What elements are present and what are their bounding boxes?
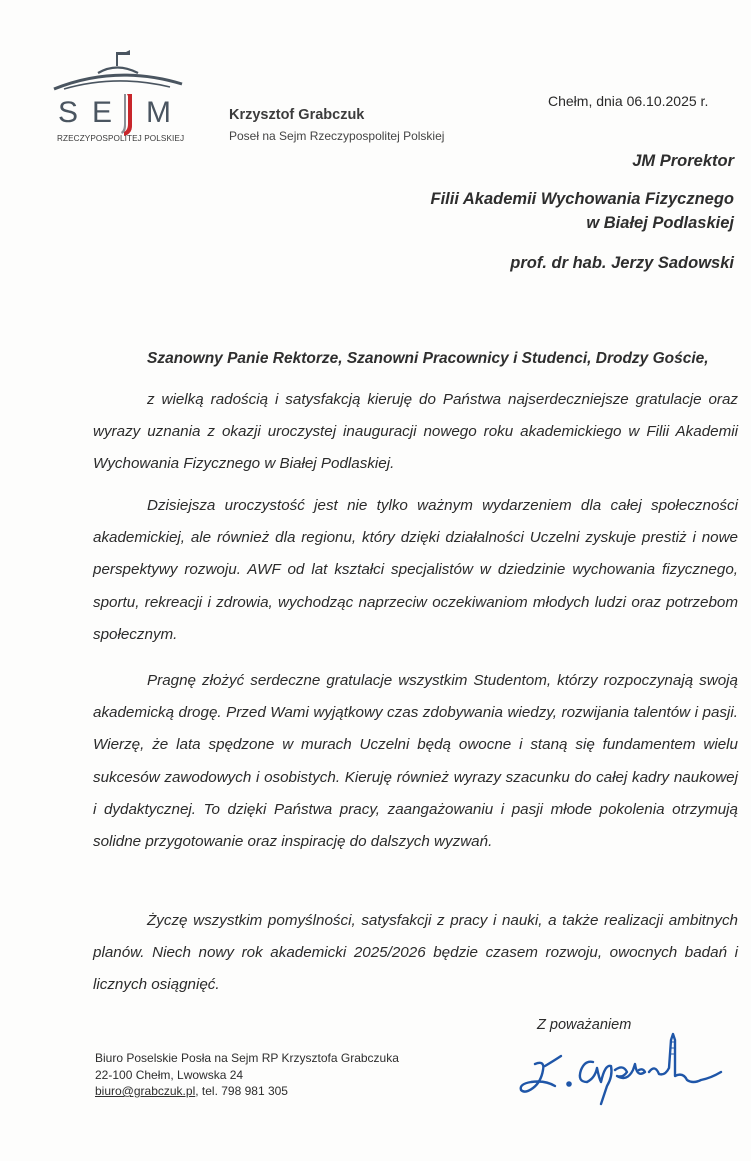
sejm-logo xyxy=(50,44,190,148)
addressee-location: w Białej Podlaskiej xyxy=(586,214,734,232)
addressee-line-1 xyxy=(0,152,751,171)
footer-address: 22-100 Chełm, Lwowska 24 xyxy=(95,1067,244,1082)
logo-letter-s: S xyxy=(58,96,79,129)
addressee-institution: Filii Akademii Wychowania Fizycznego xyxy=(430,190,734,208)
body-paragraph-1: z wielką radością i satysfakcją kieruję do Państwa najserdeczniejsze gratulacje oraz wyrazy uznania z okazji uroczystej inauguracji nowego roku akademickiego w Filii Akademii Wychowania Fizycznego w Białej Podlaskiej. xyxy=(93,391,738,473)
signature-dot xyxy=(567,1082,570,1085)
logo-letter-m: M xyxy=(146,96,171,129)
handwritten-signature xyxy=(515,1020,735,1110)
logo-subtitle: RZECZYPOSPOLITEJ POLSKIEJ xyxy=(57,134,185,143)
footer-contact xyxy=(95,1050,399,1100)
logo-dome-top xyxy=(98,68,138,74)
addressee-line-4 xyxy=(0,254,751,273)
body-paragraph-3: Pragnę złożyć serdeczne gratulacje wszystkim Studentom, którzy rozpoczynają swoją akademicką drogę. Przed Wami wyjątkowy czas zdobywania wiedzy, rozwijania talentów i pasji. Wierzę, że lata spędzone w murach Uczelni będą owocne i staną się fundamentem wielu sukcesów zawodowych i osobistych. Kieruję również wyrazy szacunku do całej kadry naukowej i dydaktycznej. To dzięki Państwa pracy, zaangażowaniu i pasji młode pokolenia otrzymują solidne przygotowanie oraz inspirację do dalszych wyzwań. xyxy=(93,672,738,851)
logo-letter-j-shadow xyxy=(121,94,126,134)
logo-flag xyxy=(117,50,130,55)
logo-letter-e: E xyxy=(92,96,113,129)
footer-office: Biuro Poselskie Posła na Sejm RP Krzysztofa Grabczuka xyxy=(95,1051,399,1065)
footer-phone: , tel. 798 981 305 xyxy=(195,1084,288,1098)
addressee-line-3 xyxy=(0,214,751,233)
footer-email-link[interactable]: biuro@grabczuk.pl xyxy=(95,1084,196,1098)
addressee-title: JM Prorektor xyxy=(632,152,734,170)
addressee-person: prof. dr hab. Jerzy Sadowski xyxy=(510,254,734,272)
author-role: Poseł na Sejm Rzeczypospolitej Polskiej xyxy=(229,129,445,143)
salutation: Szanowny Panie Rektorze, Szanowni Pracownicy i Studenci, Drodzy Goście, xyxy=(147,350,709,367)
signature-stroke-k xyxy=(521,1056,561,1092)
closing: Z poważaniem xyxy=(537,1017,632,1033)
place-date: Chełm, dnia 06.10.2025 r. xyxy=(548,93,709,109)
addressee-line-2 xyxy=(0,190,751,209)
body-paragraph-4: Życzę wszystkim pomyślności, satysfakcji z pracy i nauki, a także realizacji ambitnych planów. Niech nowy rok akademicki 2025/2026 będzie czasem rozwoju, owocnych badań i licznych osiągnięć. xyxy=(93,912,738,994)
footer-contact-line xyxy=(95,1083,399,1100)
author-name: Krzysztof Grabczuk xyxy=(229,107,365,123)
signature-stroke-g xyxy=(580,1062,612,1104)
body-paragraph-2: Dzisiejsza uroczystość jest nie tylko ważnym wydarzeniem dla całej społeczności akademickiej, ale również dla regionu, który dzięki działalności Uczelni zyskuje prestiż i nowe perspektywy rozwoju. AWF od lat kształci specjalistów w dziedzinie wychowania fizycznego, sportu, rekreacji i zdrowia, wychodząc naprzeciw oczekiwaniom młodych ludzi oraz potrzebom społecznym. xyxy=(93,497,738,643)
signature-stroke-rest xyxy=(615,1034,721,1082)
logo-dome-arc-inner xyxy=(64,81,170,89)
